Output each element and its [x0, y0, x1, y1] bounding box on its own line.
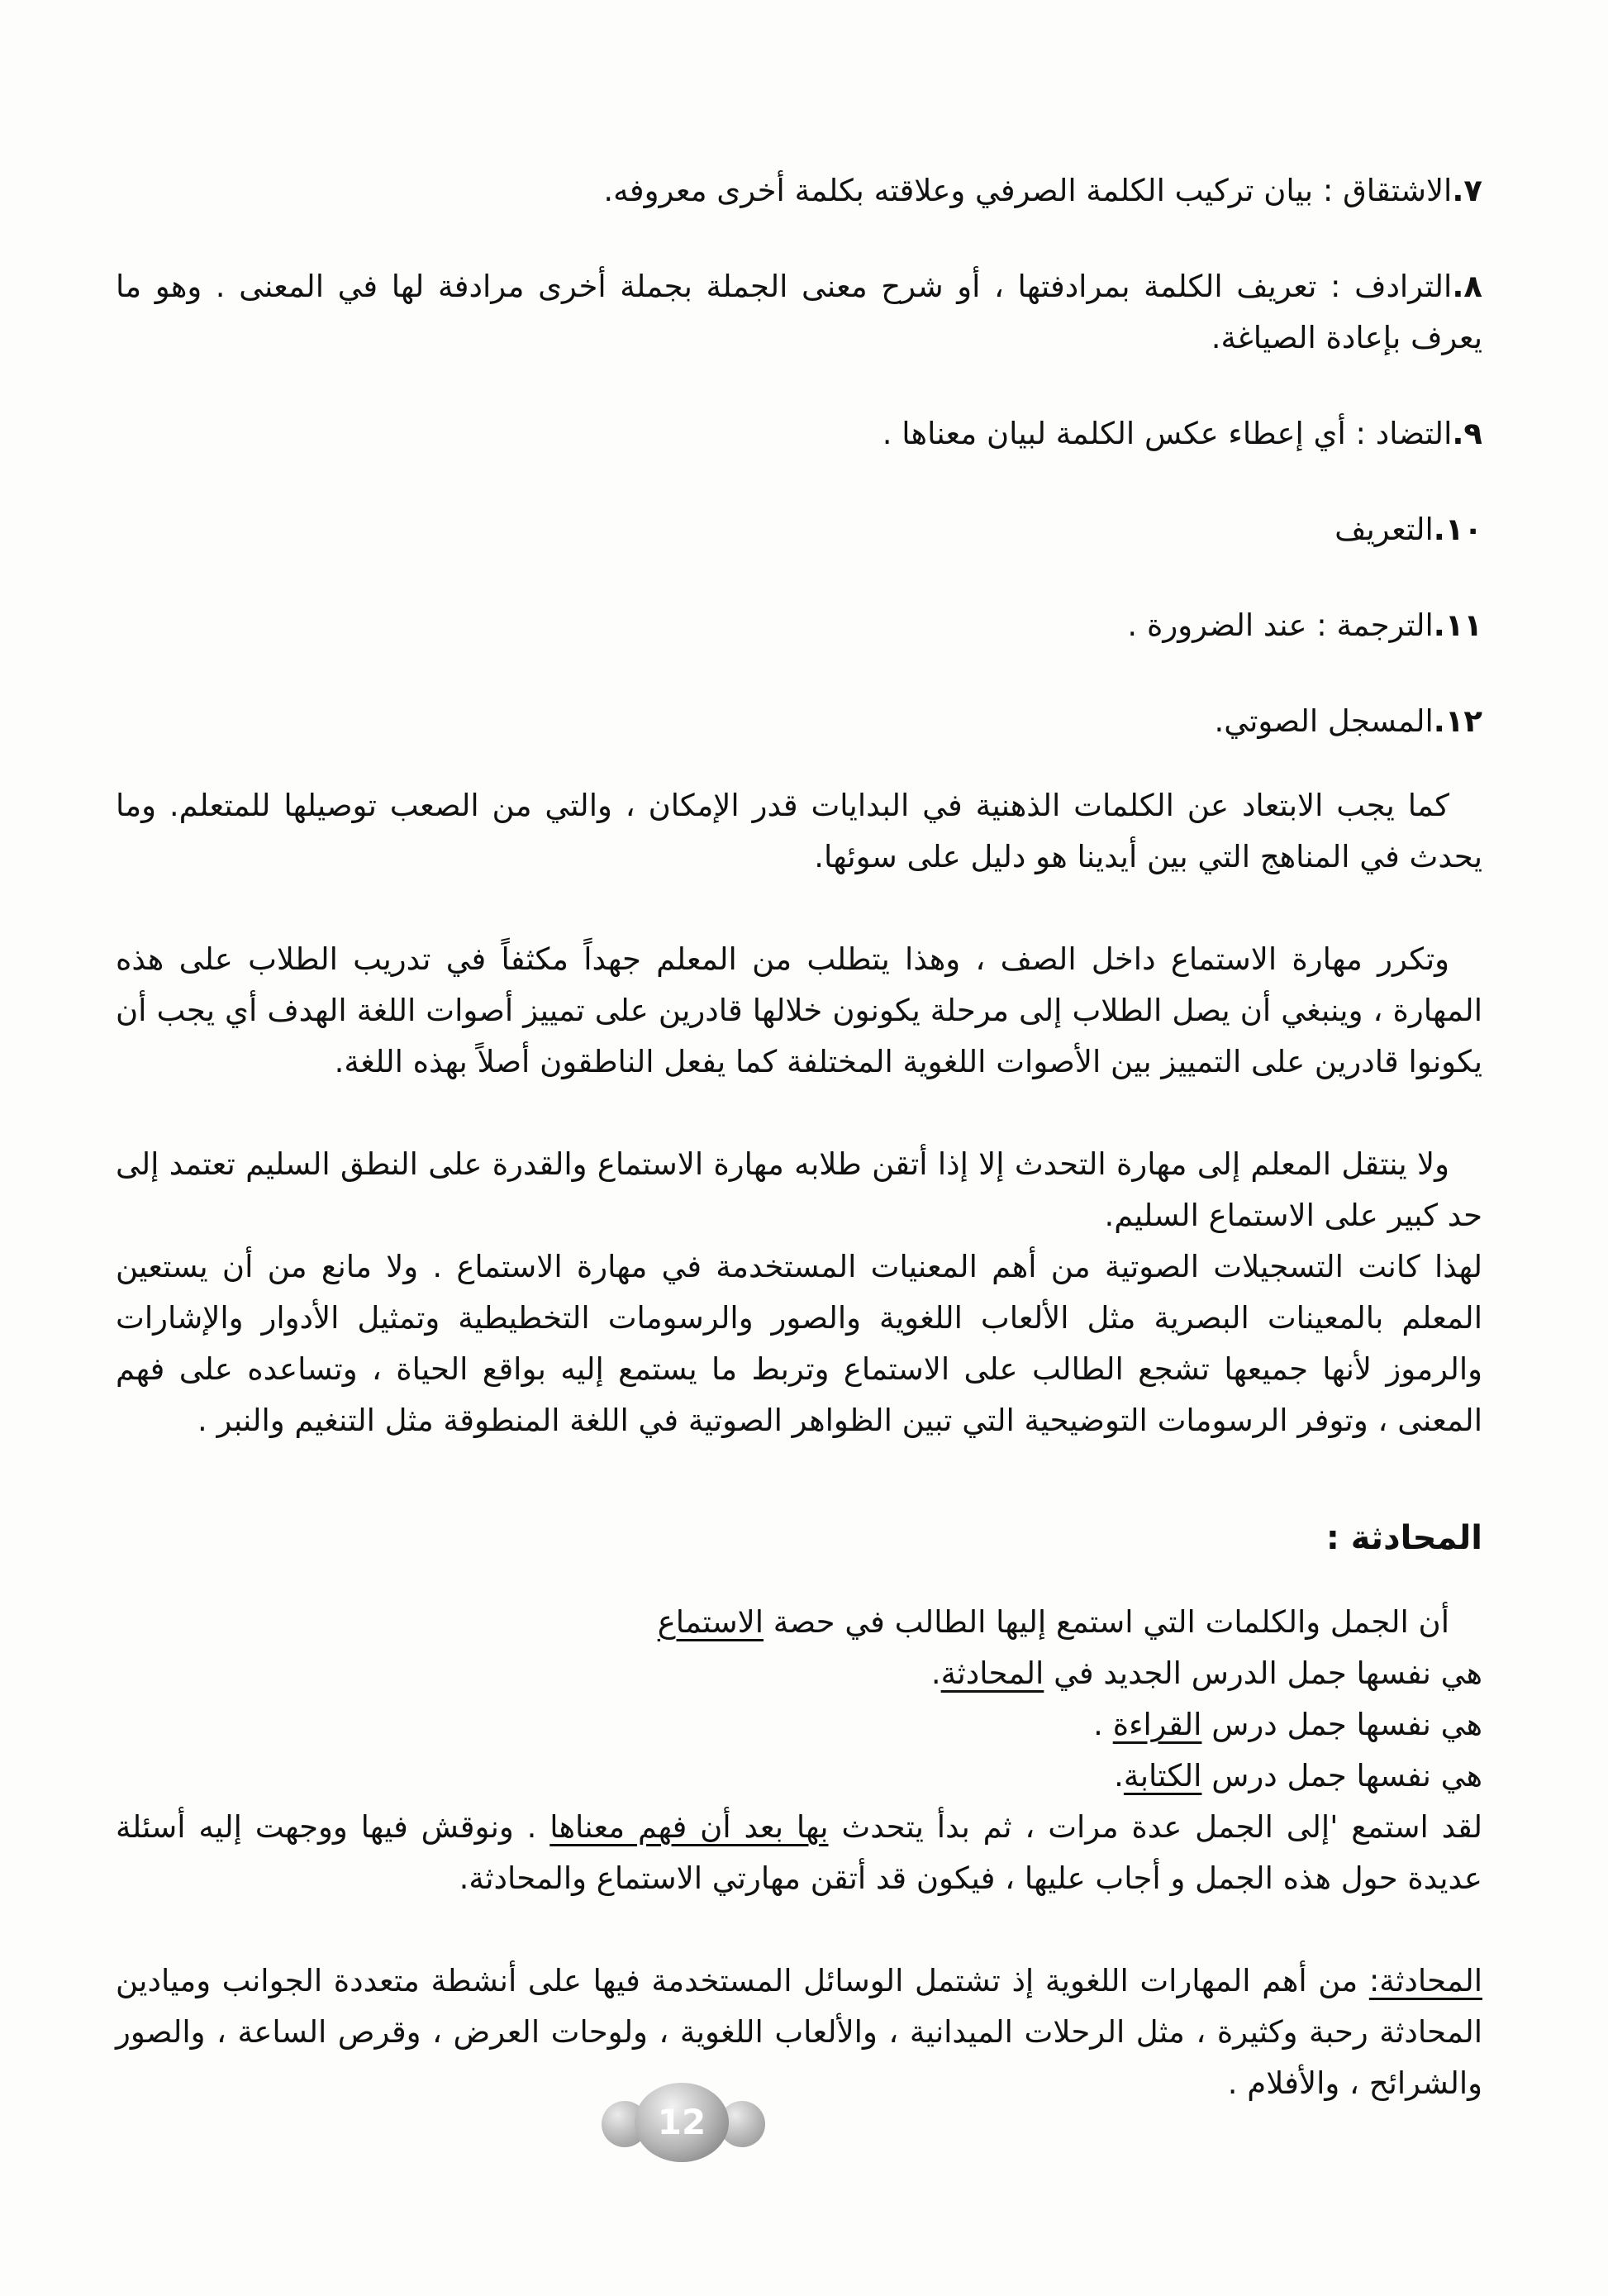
list-item: ١١.الترجمة : عند الضرورة .	[1127, 607, 1482, 643]
list-item: ١٢.المسجل الصوتي.	[1214, 703, 1482, 739]
conversation-line: هي نفسها جمل درس القراءة .	[1093, 1707, 1482, 1742]
page-number: 12	[657, 2102, 706, 2142]
paragraph-audio-aids: لهذا كانت التسجيلات الصوتية من أهم المعنيات المستخدمة في مهارة الاستماع . ولا مانع من أن يستعين المعلم بالمعينات البصرية مثل الألعاب اللغوية والصور والرسومات التخطيطية وتمثيل الأدوار والإشارات والرموز لأنها جميعها تشجع الطالب على الاستماع وتربط ما يستمع إليه بواقع الحياة ، وتساعده على فهم المعنى ، وتوفر الرسومات التوضيحية التي تبين الظواهر الصوتية في اللغة المنطوقة مثل التنغيم والنبر .	[116, 1249, 1482, 1438]
paragraph-conversation-definition: المحادثة: من أهم المهارات اللغوية إذ تشتمل الوسائل المستخدمة فيها على أنشطة متعددة الجوانب وميادين المحادثة رحبة وكثيرة ، مثل الرحلات الميدانية ، والألعاب اللغوية ، ولوحات العرض ، وقرص الساعة ، والصور والشرائح ، والأفلام .	[116, 1963, 1482, 2101]
definition-label: المحادثة:	[1368, 1963, 1482, 1998]
section-heading-conversation: المحادثة :	[1325, 1519, 1482, 1557]
paragraph-speaking-skill: ولا ينتقل المعلم إلى مهارة التحدث إلا إذا أتقن طلابه مهارة الاستماع والقدرة على النطق السليم تعتمد إلى حد كبير على الاستماع السليم.	[116, 1146, 1482, 1233]
list-item: ٧.الاشتقاق : بيان تركيب الكلمة الصرفي وعلاقته بكلمة أخرى معروفه.	[603, 173, 1482, 208]
page-number-badge	[595, 2083, 768, 2162]
page-content	[116, 165, 1482, 2109]
numbered-list	[116, 165, 1482, 747]
conversation-line: هي نفسها جمل الدرس الجديد في المحادثة.	[930, 1655, 1482, 1691]
list-item: ٩.التضاد : أي إعطاء عكس الكلمة لبيان معناها .	[882, 416, 1482, 451]
paragraph-abstract-words: كما يجب الابتعاد عن الكلمات الذهنية في البدايات قدر الإمكان ، والتي من الصعب توصيلها للمتعلم. وما يحدث في المناهج التي بين أيدينا هو دليل على سوئها.	[116, 788, 1482, 874]
conversation-line: هي نفسها جمل درس الكتابة.	[1114, 1758, 1482, 1793]
conversation-line: لقد استمع 'إلى الجمل عدة مرات ، ثم بدأ يتحدث بها بعد أن فهم معناها . ونوقش فيها ووجهت إليه أسئلة عديدة حول هذه الجمل و أجاب عليها ، فيكون قد أتقن مهارتي الاستماع والمحادثة.	[116, 1809, 1482, 1896]
list-item: ٨.الترادف : تعريف الكلمة بمرادفتها ، أو شرح معنى الجملة بجملة أخرى مرادفة لها في المعنى . وهو ما يعرف بإعادة الصياغة.	[116, 269, 1482, 355]
conversation-line: أن الجمل والكلمات التي استمع إليها الطالب في حصة الاستماع	[657, 1604, 1449, 1640]
conversation-block	[116, 1597, 1482, 1904]
paragraph-listening-skill: وتكرر مهارة الاستماع داخل الصف ، وهذا يتطلب من المعلم جهداً مكثفاً في تدريب الطلاب على هذه المهارة ، وينبغي أن يصل الطلاب إلى مرحلة يكونون خلالها قادرين على تمييز أصوات اللغة الهدف أي يجب أن يكونوا قادرين على التمييز بين الأصوات اللغوية المختلفة كما يفعل الناطقون أصلاً بهذه اللغة.	[116, 941, 1482, 1079]
list-item: ١٠.التعريف	[1334, 512, 1482, 547]
